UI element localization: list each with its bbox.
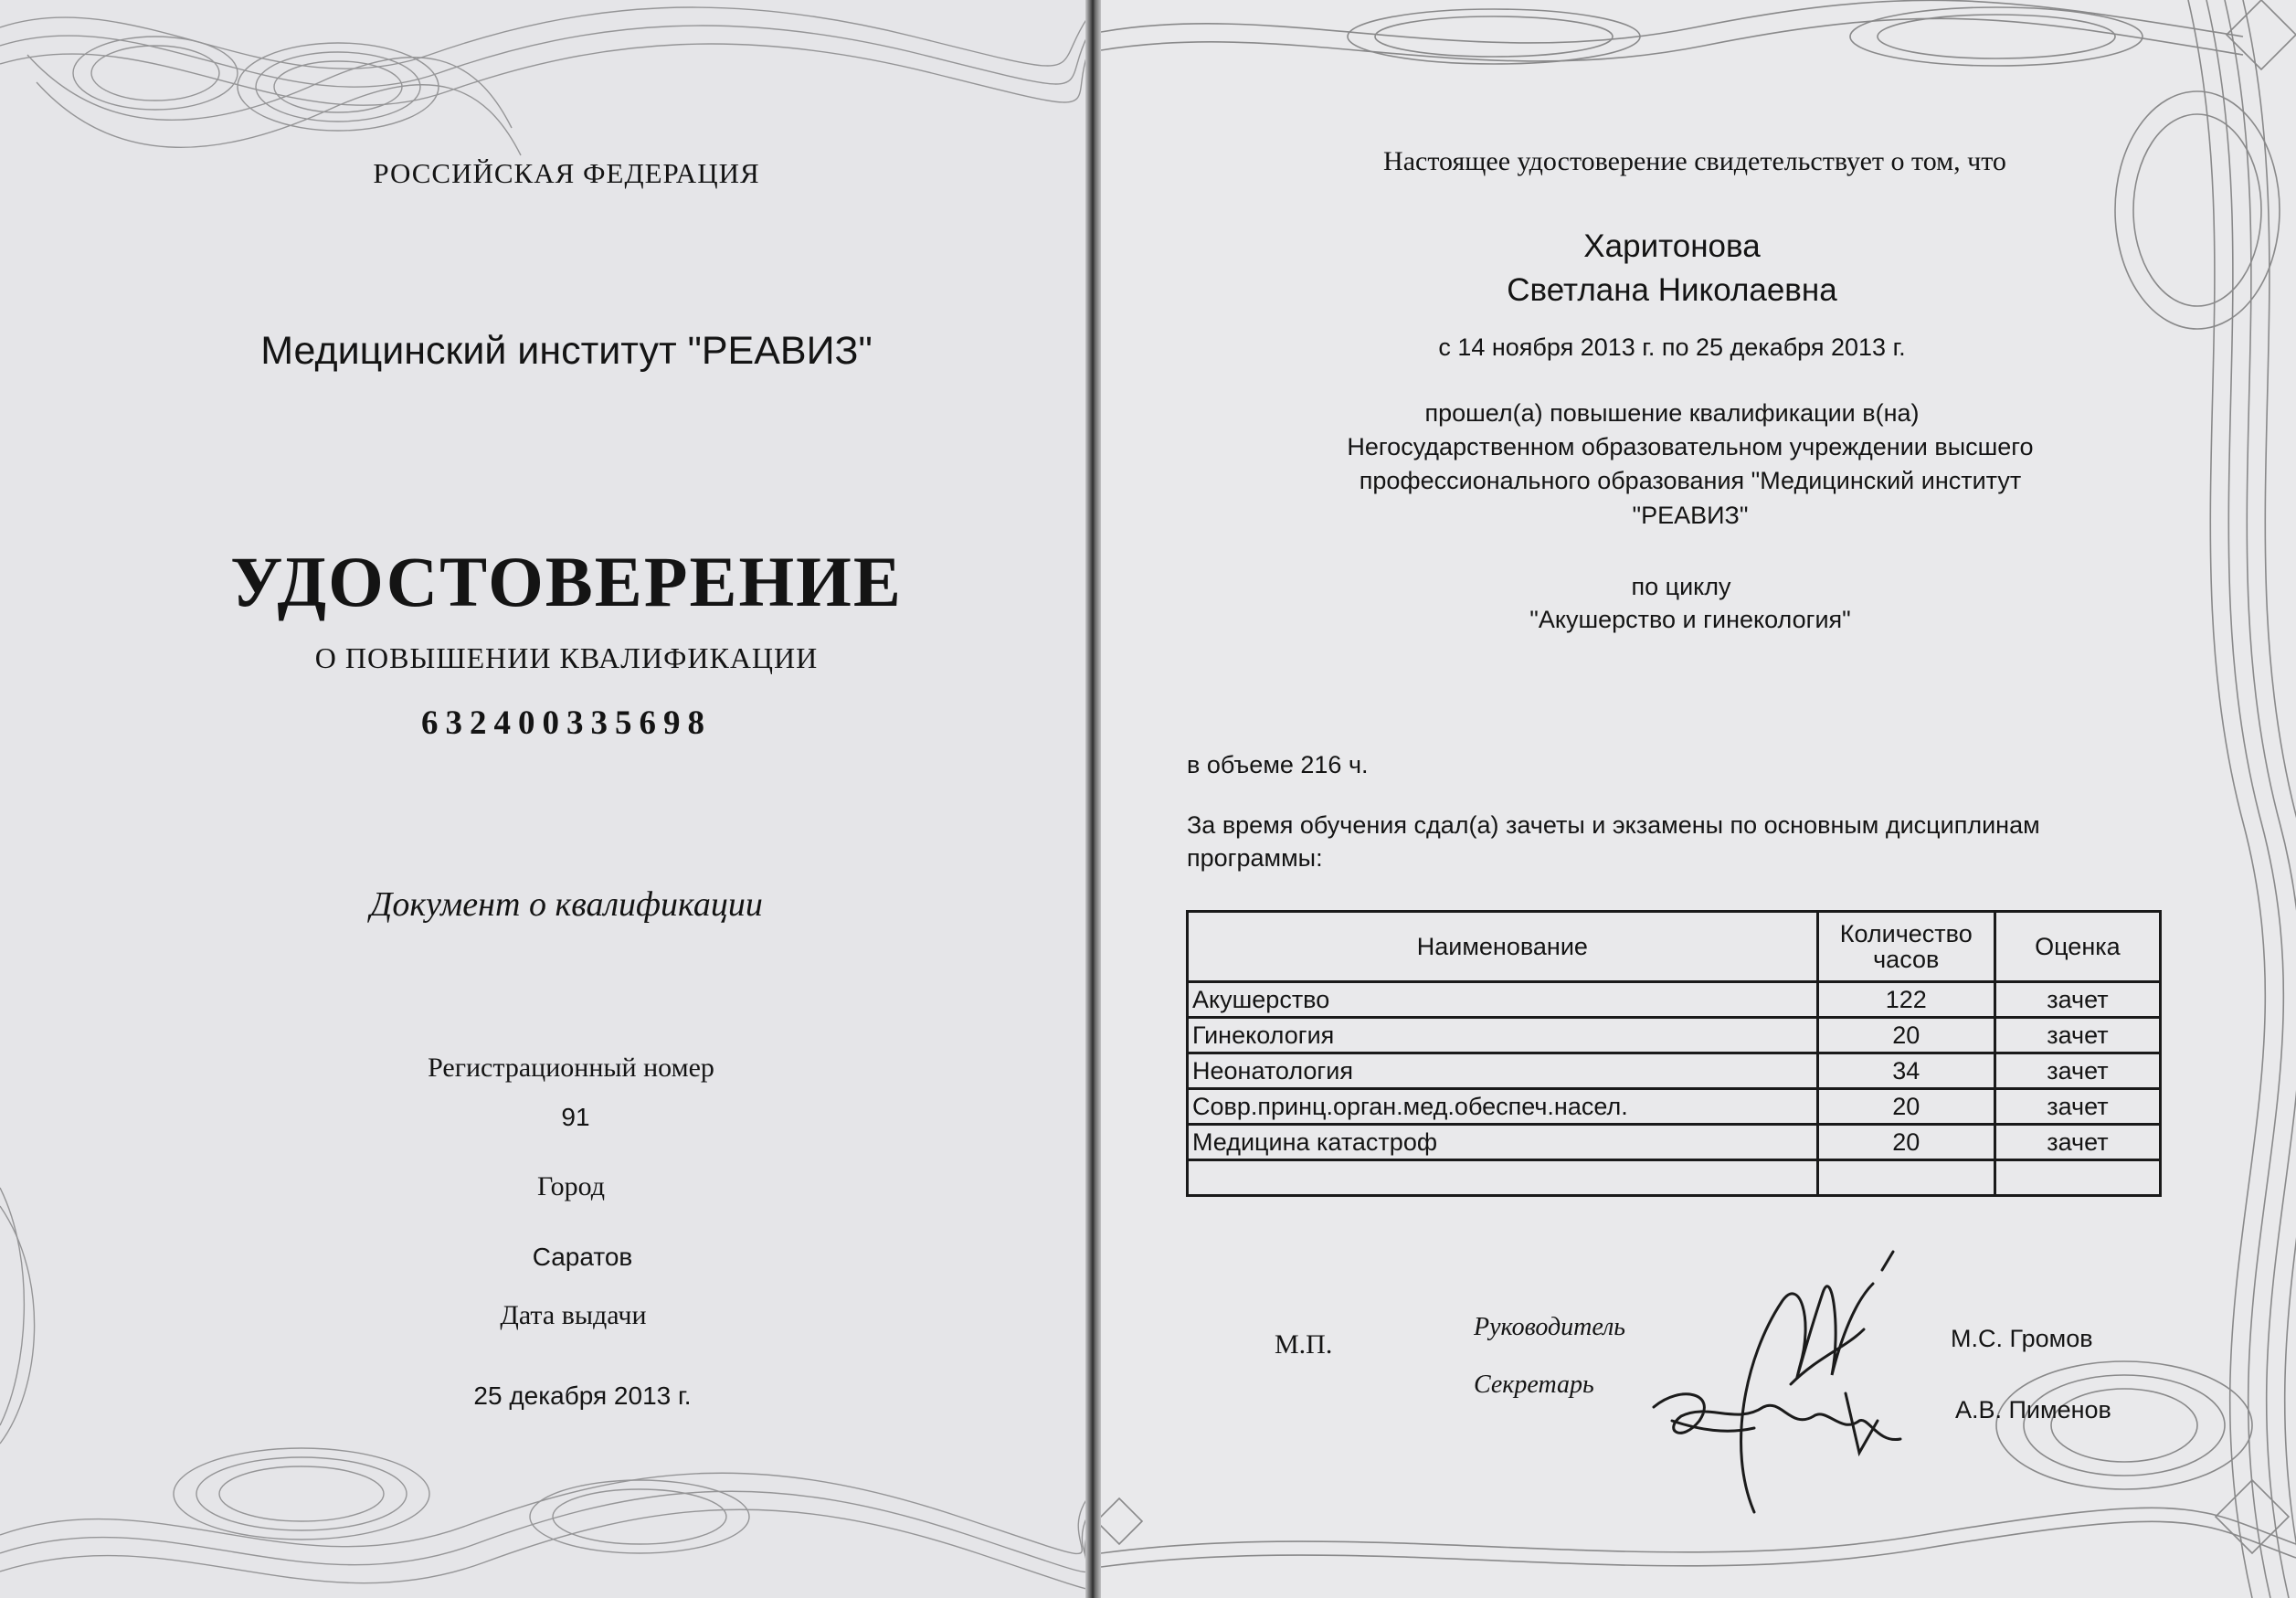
document-title: УДОСТОВЕРЕНИЕ bbox=[230, 542, 903, 621]
page-fold bbox=[1085, 0, 1102, 1598]
right-page bbox=[1101, 0, 2296, 1598]
training-line-1: прошел(а) повышение квалификации в(на) bbox=[1424, 399, 1920, 427]
training-volume: в объеме 216 ч. bbox=[1187, 751, 1369, 778]
subject-hours bbox=[1817, 1160, 1994, 1196]
training-period: с 14 ноября 2013 г. по 25 декабря 2013 г. bbox=[1438, 333, 1906, 361]
cycle-name: "Акушерство и гинекология" bbox=[1529, 606, 1851, 633]
subject-hours: 122 bbox=[1817, 982, 1994, 1018]
holder-surname: Харитонова bbox=[1583, 228, 1761, 264]
country-heading: РОССИЙСКАЯ ФЕДЕРАЦИЯ bbox=[373, 157, 760, 189]
subject-name: Гинекология bbox=[1188, 1018, 1818, 1053]
column-header-grade: Оценка bbox=[1994, 912, 2160, 982]
subject-name: Совр.принц.орган.мед.обеспеч.насел. bbox=[1188, 1089, 1818, 1125]
city-label: Город bbox=[536, 1171, 606, 1201]
issue-date-value: 25 декабря 2013 г. bbox=[473, 1381, 692, 1410]
subject-hours: 20 bbox=[1817, 1089, 1994, 1125]
document-number: 632400335698 bbox=[421, 704, 712, 742]
table-header-row bbox=[1188, 912, 2161, 982]
subject-hours: 20 bbox=[1817, 1125, 1994, 1160]
guilloche-border-left bbox=[0, 0, 1087, 1598]
holder-given-names: Светлана Николаевна bbox=[1507, 272, 1837, 308]
registration-number-label: Регистрационный номер bbox=[428, 1053, 714, 1083]
subject-grade bbox=[1994, 1160, 2160, 1196]
subject-name bbox=[1188, 1160, 1818, 1196]
exams-intro: За время обучения сдал(а) зачеты и экзамены по основным дисциплинам программы: bbox=[1187, 811, 2040, 872]
intro-text: Настоящее удостоверение свидетельствует о том, что bbox=[1383, 146, 2006, 176]
head-role-label: Руководитель bbox=[1474, 1313, 1626, 1341]
subject-name: Неонатология bbox=[1188, 1053, 1818, 1089]
subjects-table bbox=[1186, 910, 2162, 1197]
document-kind: Документ о квалификации bbox=[370, 885, 763, 924]
table-row bbox=[1188, 1089, 2161, 1125]
stamp-placeholder-label: М.П. bbox=[1275, 1329, 1333, 1360]
registration-number-value: 91 bbox=[561, 1103, 590, 1131]
secretary-role-label: Секретарь bbox=[1474, 1370, 1594, 1399]
subject-grade: зачет bbox=[1994, 1089, 2160, 1125]
city-value: Саратов bbox=[532, 1243, 633, 1271]
table-row-empty bbox=[1188, 1160, 2161, 1196]
handwritten-signatures bbox=[1645, 1247, 1919, 1521]
subject-hours: 20 bbox=[1817, 1018, 1994, 1053]
subject-grade: зачет bbox=[1994, 982, 2160, 1018]
document-subtitle: О ПОВЫШЕНИИ КВАЛИФИКАЦИИ bbox=[314, 641, 819, 674]
cycle-label: по циклу bbox=[1631, 573, 1731, 600]
subject-name: Медицина катастроф bbox=[1188, 1125, 1818, 1160]
subject-grade: зачет bbox=[1994, 1053, 2160, 1089]
training-line-2: Негосударственном образовательном учреждении высшего bbox=[1347, 433, 2034, 460]
column-header-hours: Количество часов bbox=[1817, 912, 1994, 982]
subject-name: Акушерство bbox=[1188, 982, 1818, 1018]
left-page bbox=[0, 0, 1087, 1598]
table-row bbox=[1188, 982, 2161, 1018]
training-line-3: профессионального образования "Медицинский институт bbox=[1359, 467, 2022, 494]
subject-grade: зачет bbox=[1994, 1018, 2160, 1053]
column-header-name: Наименование bbox=[1188, 912, 1818, 982]
issue-date-label: Дата выдачи bbox=[500, 1300, 647, 1330]
table-row bbox=[1188, 1053, 2161, 1089]
head-name: М.С. Громов bbox=[1951, 1325, 2093, 1352]
subject-grade: зачет bbox=[1994, 1125, 2160, 1160]
subject-hours: 34 bbox=[1817, 1053, 1994, 1089]
secretary-name: А.В. Пименов bbox=[1955, 1396, 2111, 1423]
table-row bbox=[1188, 1018, 2161, 1053]
institute-name: Медицинский институт "РЕАВИЗ" bbox=[260, 329, 873, 373]
training-line-4: "РЕАВИЗ" bbox=[1632, 502, 1749, 529]
table-row bbox=[1188, 1125, 2161, 1160]
